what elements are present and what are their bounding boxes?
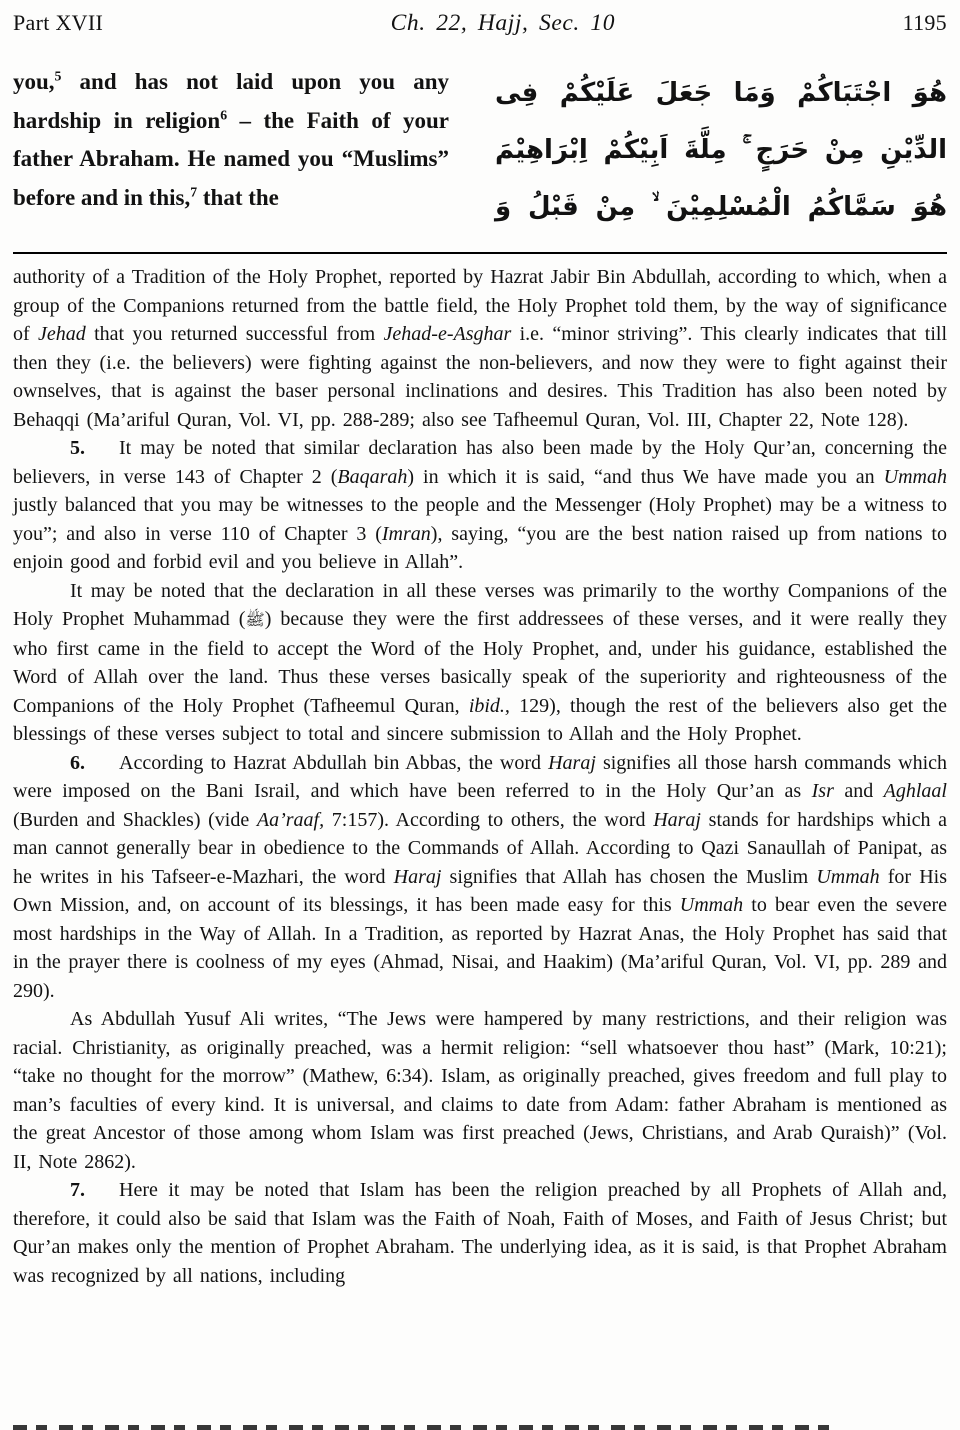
text-segment: i.e. “minor striving”. This clearly indicates that till then they (i.e. the believers) were fighting against the non-believers, and now they were to fight against their ownselves, that is against the baser personal inclinations and desires. This Tradition has also been noted by Behaqqi (Ma’ariful Quran, Vol. VI, pp. 288-289; also see Tafheemul Quran, Vol. III, Chapter 22, Note 128). [13, 323, 947, 431]
text-segment: and has not laid upon you any hardship in religion [13, 69, 449, 133]
text-segment: that the [197, 184, 279, 210]
text-segment: 6. [70, 751, 85, 774]
text-segment: 129), though the rest of the believers also get the blessings of these verses subject to total and sincere submission to Allah and the Holy Prophet. [13, 694, 947, 745]
text-segment: ) in which it is said, “and thus We have made you an [407, 465, 884, 488]
part-label: Part XVII [13, 10, 104, 35]
text-segment: ﷺ [245, 610, 265, 629]
commentary-paragraph [13, 263, 947, 434]
text-segment: Aa’raaf, [256, 808, 325, 831]
commentary-paragraph [13, 577, 947, 749]
section-divider [13, 252, 947, 254]
text-segment: Haraj [548, 751, 596, 774]
arabic-line: الدِّيْنِ مِنْ حَرَجٍ ۚ مِلَّةَ اَبِيْكُمْ اِبْرَاهِيْمَ [495, 135, 947, 165]
arabic-line: هُوَ سَمَّاكُمُ الْمُسْلِمِيْنَ ۙ مِنْ قَبْلُ وَ [495, 192, 947, 222]
text-segment: for His Own Mission, and, on account of its blessings, it has been made easy for this [13, 865, 947, 916]
translation-english [13, 63, 449, 236]
text-segment: signifies all those harsh commands which were imposed on the Bani Israil, and which have been referred to in the Holy Qur’an as [13, 751, 948, 802]
text-segment: to bear even the severe most hardships in the Way of Allah. In a Tradition, as reported by Hazrat Anas, the Holy Prophet has said that in the prayer there is coolness of my eyes (Ahmad, Nisai, and Haakim) (Ma’ariful Quran, Vol. VI, pp. 289 and 290). [13, 894, 948, 1002]
commentary-paragraph [13, 1005, 947, 1176]
text-segment: Isr [811, 780, 834, 802]
text-segment: authority of a Tradition of the Holy Prophet, reported by Hazrat Jabir Bin Abdullah, according to which, when a group of the Companions returned from the battle field, the Holy Prophet told them, by the way of significance of [13, 266, 947, 345]
text-segment: Ummah [679, 894, 744, 916]
text-segment: (Burden and Shackles) (vide [13, 808, 257, 831]
commentary-paragraph [13, 434, 947, 577]
commentary-paragraph [13, 749, 947, 1006]
page-number: 1195 [902, 10, 947, 35]
text-segment: According to Hazrat Abdullah bin Abbas, the word [119, 751, 549, 774]
text-segment: 6 [220, 106, 228, 122]
arabic-verse [495, 63, 947, 236]
text-segment: Jehad [38, 323, 86, 345]
page-header [13, 10, 947, 37]
text-segment: and [833, 780, 884, 802]
chapter-title: Ch. 22, Hajj, Sec. 10 [390, 10, 616, 36]
text-segment: It may be noted that the declaration in all these verses was primarily to the worthy Companions of the Holy Prophet Muhammad ( [13, 579, 947, 630]
text-segment: that you returned successful from [85, 323, 384, 345]
text-segment: – the Faith of your father Abraham. He named you “Muslims” before and in this, [13, 107, 449, 210]
translation-section [13, 63, 947, 236]
text-segment: Imran [381, 522, 431, 545]
text-segment: signifies that Allah has chosen the Muslim [441, 865, 817, 888]
commentary-notes [13, 263, 947, 1290]
text-segment: stands for hardships which a man cannot generally bear in obedience to the Commands of Allah. According to Qazi Sanaullah of Panipat, as he writes in his Tafseer-e-Mazhari, the word [13, 808, 948, 888]
text-segment: justly balanced that you may be witnesses to the people and the Messenger (Holy Prophet) may be a witness to you”; and also in verse 110 of Chapter 3 ( [13, 494, 947, 545]
text-segment: 5 [54, 68, 62, 84]
text-segment: Ummah [816, 865, 880, 888]
text-segment: Haraj [653, 808, 701, 831]
text-segment: 5. [70, 437, 85, 459]
text-segment: Jehad-e-Asghar [383, 323, 512, 345]
text-segment: Ummah [883, 465, 948, 488]
text-segment: 7 [190, 183, 198, 199]
arabic-line: هُوَ اجْتَبَاكُمْ وَمَا جَعَلَ عَلَيْكُمْ فِى [495, 78, 947, 108]
text-segment: Baqarah [337, 465, 408, 488]
text-segment: 7. [70, 1179, 85, 1201]
text-segment: Haraj [393, 865, 442, 888]
text-segment: 7:157). According to others, the word [324, 808, 654, 831]
text-segment: ibid., [468, 694, 510, 717]
commentary-paragraph [13, 1176, 947, 1290]
text-segment: Aghlaal [883, 780, 947, 802]
text-segment: As Abdullah Yusuf Ali writes, “The Jews were hampered by many restrictions, and their religion was racial. Christianity, as originally preached, was a hermit religion: “sell whatsoever thou hast” (Mark, 10:21); “take no thought for the morrow” (Mathew, 6:34). Islam, as originally preached, gives freedom and full play to man’s faculties of every kind. It is universal, and claims to date from Adam: father Abraham is mentioned as the great Ancestor of those among whom Islam was first preached (Jews, Christians, and Arab Quraish)” (Vol. II, Note 2862). [13, 1008, 947, 1173]
text-segment: Here it may be noted that Islam has been the religion preached by all Prophets of Allah and, therefore, it could also be said that Islam was the Faith of Noah, Faith of Moses, and Faith of Jesus Christ; but Qur’an makes only the mention of Prophet Abraham. The underlying idea, as it is said, is that Prophet Abraham was recognized by all nations, including [13, 1179, 947, 1287]
text-segment: you, [13, 69, 55, 94]
text-segment: ) because they were the first addressees of these verses, and it were really they who first came in the field to accept the Word of the Holy Prophet, and, under his guidance, established the Word of Allah over the land. Thus these verses basically speak of the superiority and righteousness of the Companions of the Holy Prophet (Tafheemul Quran, [13, 608, 948, 717]
cropped-next-line [13, 1425, 840, 1430]
text-segment: ), saying, “you are the best nation raised up from nations to enjoin good and forbid evil and you believe in Allah”. [13, 522, 947, 573]
text-segment: It may be noted that similar declaration has also been made by the Holy Qur’an, concerning the believers, in verse 143 of Chapter 2 ( [13, 437, 947, 488]
